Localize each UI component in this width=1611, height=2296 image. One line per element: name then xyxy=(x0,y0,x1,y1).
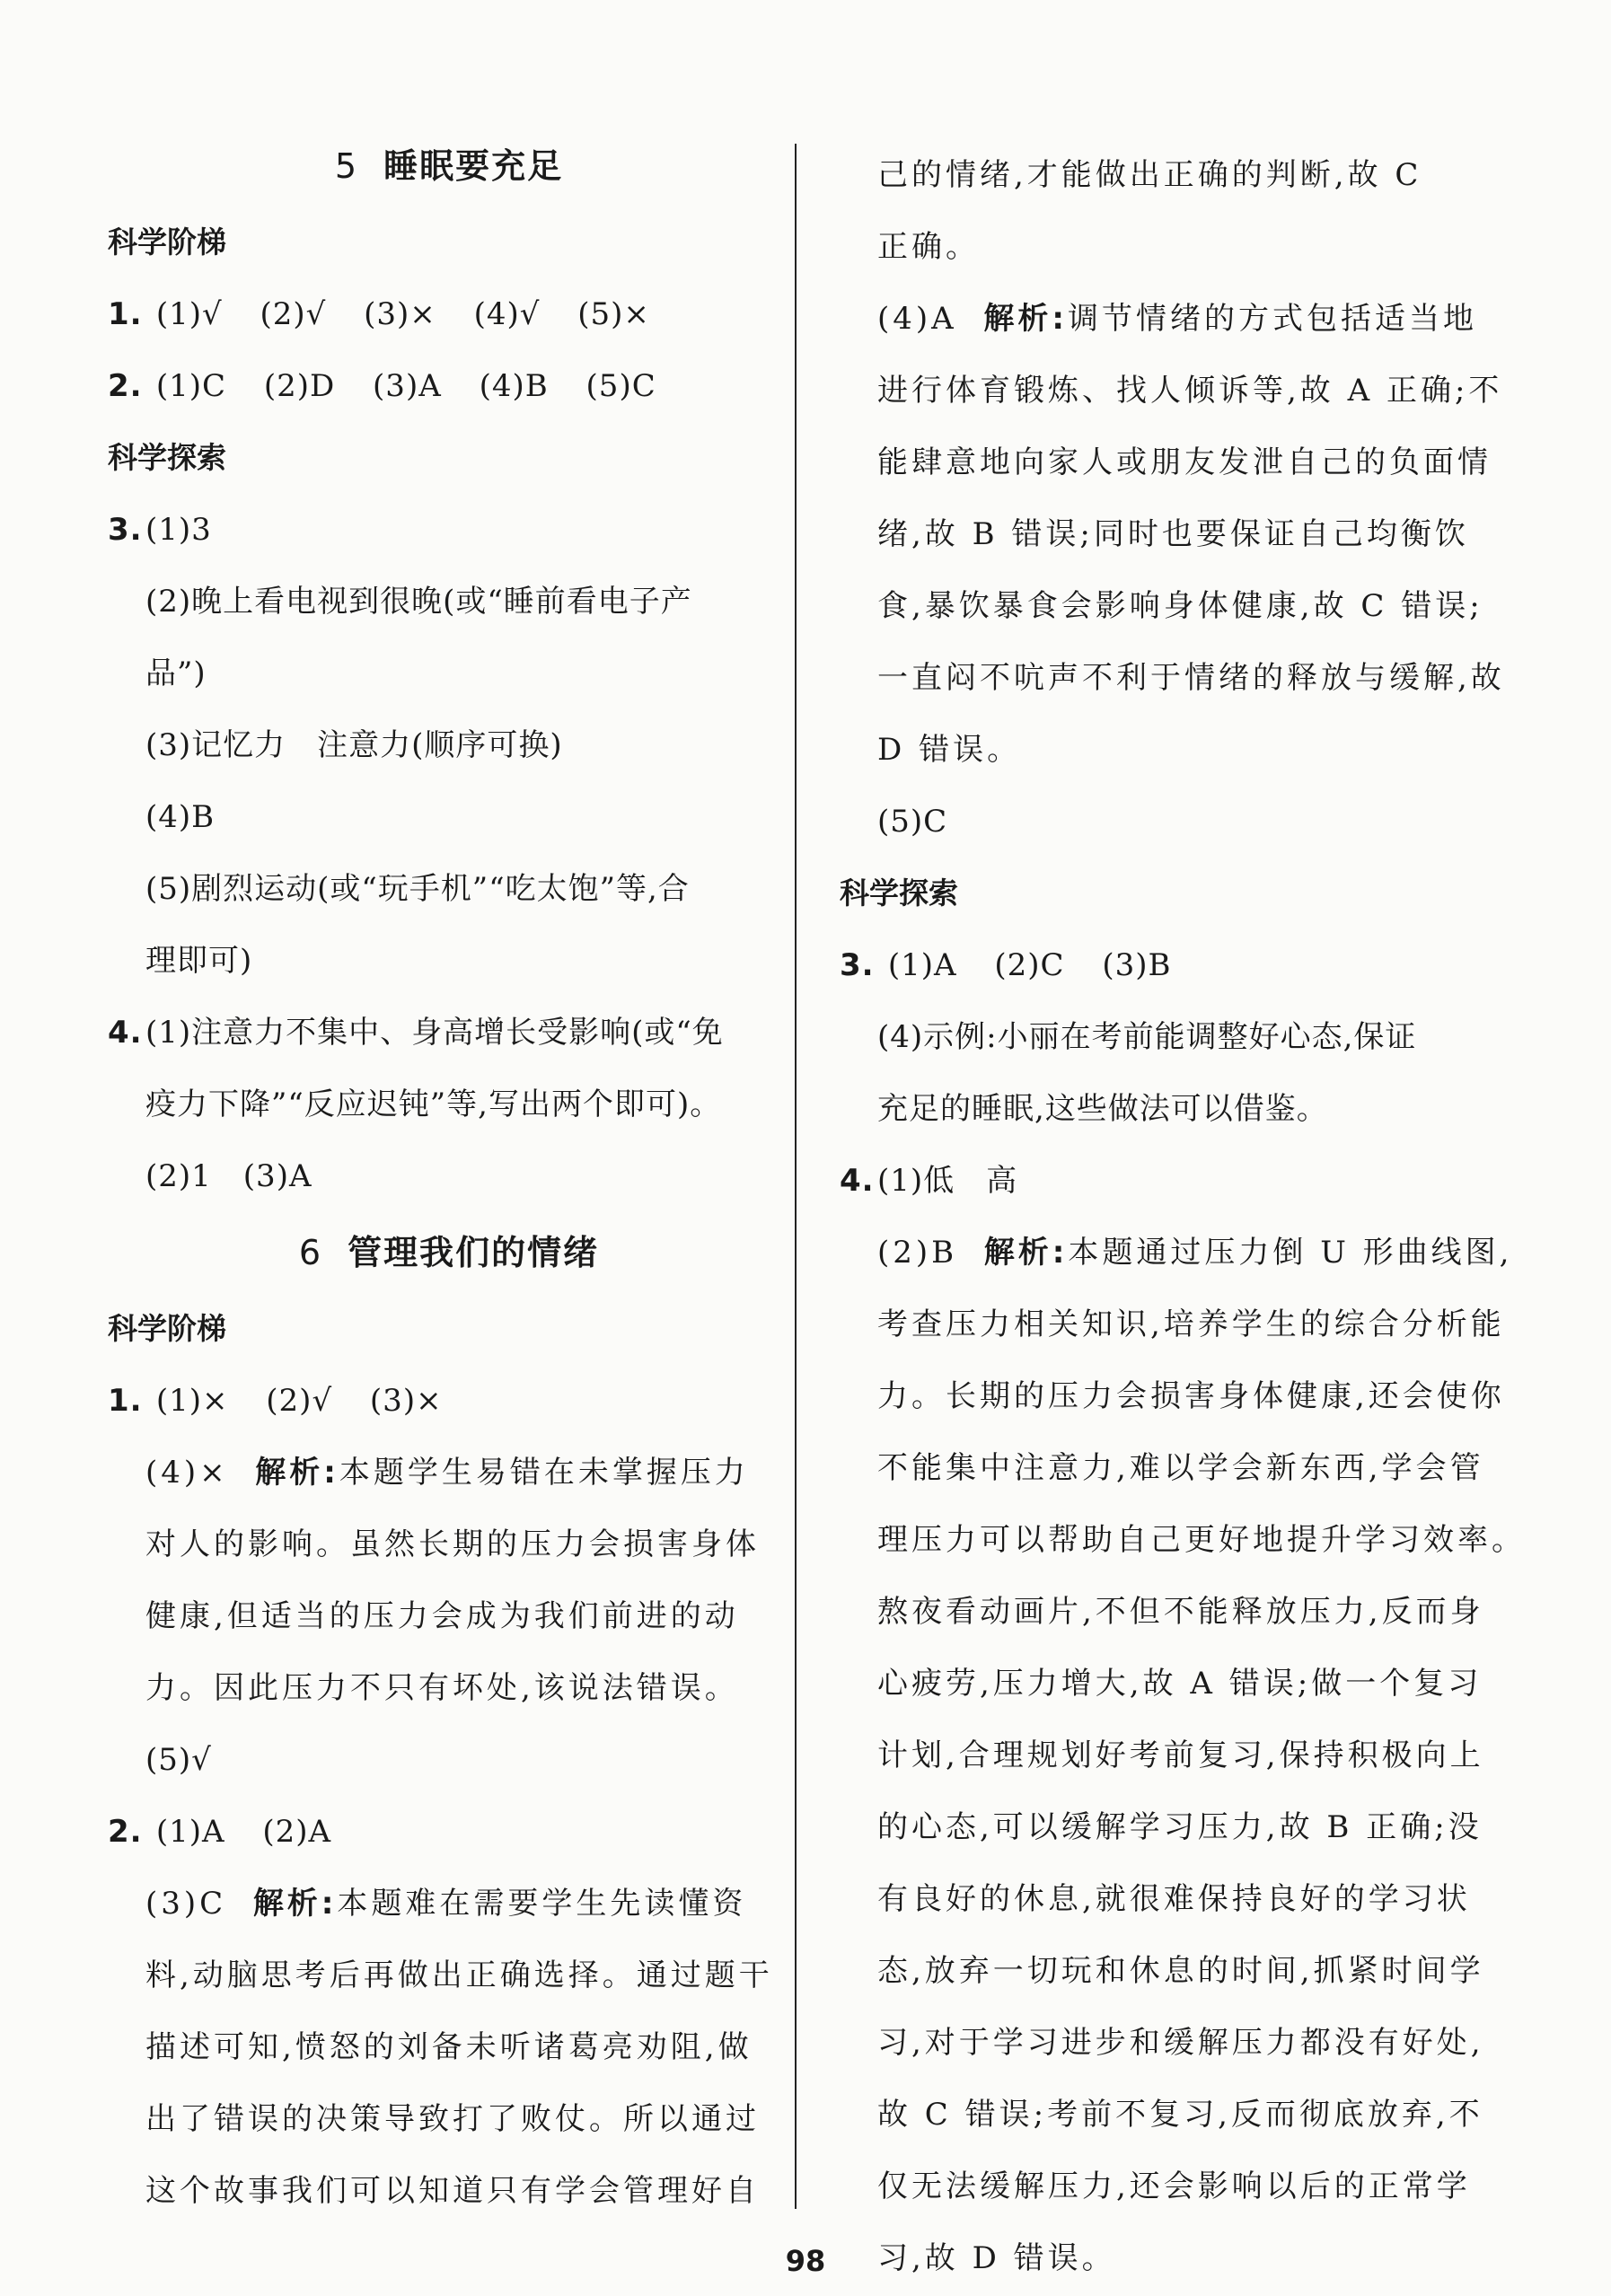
r-q4n-2d: 不能集中注意力,难以学会新东西,学会管 xyxy=(877,1450,1484,1486)
r-q3-4a: (4)示例:小丽在考前能调整好心态,保证 xyxy=(877,1019,1417,1055)
s5-q3-3: (3)记忆力 注意力(顺序可换) xyxy=(145,727,563,763)
r-q4n-2l: 习,对于学习进步和缓解压力都没有好处, xyxy=(877,2025,1484,2061)
s5-q4-2: (2)1 (3)A xyxy=(145,1158,313,1194)
s5-q3-2b: 品”) xyxy=(145,655,207,691)
r-q4-d: 绪,故 B 错误;同时也要保证自己均衡饮 xyxy=(877,516,1469,552)
s6-q1-4d: 力。因此压力不只有坏处,该说法错误。 xyxy=(145,1670,739,1706)
r-q4n-2e: 理压力可以帮助自己更好地提升学习效率。 xyxy=(877,1522,1526,1558)
r-q4n-2c: 力。长期的压力会损害身体健康,还会使你 xyxy=(877,1378,1505,1414)
s6-q2: 2. (1)A (2)A xyxy=(108,1814,332,1850)
section-6-heading-ladder: 科学阶梯 xyxy=(108,1311,226,1346)
r-q4-b: 进行体育锻炼、找人倾诉等,故 A 正确;不 xyxy=(877,373,1503,409)
s6-q2-3b: 料,动脑思考后再做出正确选择。通过题干 xyxy=(145,1957,773,1993)
r-q4n-2n: 仅无法缓解压力,还会影响以后的正常学 xyxy=(877,2168,1471,2204)
s5-q1: 1. (1)√ (2)√ (3)× (4)√ (5)× xyxy=(108,296,650,332)
r-cont-1: 己的情绪,才能做出正确的判断,故 C xyxy=(877,157,1422,193)
s6-q1-4a: (4)× 解析:本题学生易错在未掌握压力 xyxy=(145,1455,749,1491)
section-5-title: 5 睡眠要充足 xyxy=(334,146,564,186)
s6-q2-3d: 出了错误的决策导致打了败仗。所以通过 xyxy=(145,2101,760,2137)
s5-q3-2a: (2)晚上看电视到很晚(或“睡前看电子产 xyxy=(145,584,692,620)
r-q4n-2i: 的心态,可以缓解学习压力,故 B 正确;没 xyxy=(877,1809,1483,1845)
r-q4-g: D 错误。 xyxy=(877,732,1022,768)
s5-q3-1: 3. (1)3 xyxy=(108,512,212,548)
section-5-heading-ladder: 科学阶梯 xyxy=(108,224,226,260)
page-number: 98 xyxy=(785,2244,826,2278)
r-q3: 3. (1)A (2)C (3)B xyxy=(840,947,1172,983)
s5-q4-1a: 4. (1)注意力不集中、身高增长受影响(或“免 xyxy=(108,1015,724,1051)
s6-q1: 1. (1)× (2)√ (3)× xyxy=(108,1383,443,1419)
r-q4n-2m: 故 C 错误;考前不复习,反而彻底放弃,不 xyxy=(877,2097,1483,2133)
r-q5: (5)C xyxy=(877,804,948,840)
r-q4-e: 食,暴饮暴食会影响身体健康,故 C 错误; xyxy=(877,588,1483,624)
r-q4n-2o: 习,故 D 错误。 xyxy=(877,2240,1116,2276)
r-q4n-2h: 计划,合理规划好考前复习,保持积极向上 xyxy=(877,1737,1484,1773)
r-q4n-2j: 有良好的休息,就很难保持良好的学习状 xyxy=(877,1881,1471,1917)
right-heading-explore: 科学探索 xyxy=(840,875,958,910)
s5-q2: 2. (1)C (2)D (3)A (4)B (5)C xyxy=(108,368,656,404)
r-q4n-2k: 态,放弃一切玩和休息的时间,抓紧时间学 xyxy=(877,1953,1484,1989)
left-column xyxy=(108,126,790,2227)
s6-q2-3e: 这个故事我们可以知道只有学会管理好自 xyxy=(145,2173,760,2209)
r-q4n-2a: (2)B 解析:本题通过压力倒 U 形曲线图, xyxy=(877,1235,1513,1271)
section-5-heading-explore: 科学探索 xyxy=(108,440,226,475)
s5-q3-5b: 理即可) xyxy=(145,943,253,979)
r-q4-c: 能肆意地向家人或朋友发泄自己的负面情 xyxy=(877,444,1492,480)
s6-q1-4b: 对人的影响。虽然长期的压力会损害身体 xyxy=(145,1526,760,1562)
s5-q4-1b: 疫力下降”“反应迟钝”等,写出两个即可)。 xyxy=(145,1086,722,1122)
r-q4-f: 一直闷不吭声不利于情绪的释放与缓解,故 xyxy=(877,660,1505,696)
r-q4n-2f: 熬夜看动画片,不但不能释放压力,反而身 xyxy=(877,1594,1484,1630)
s6-q2-3c: 描述可知,愤怒的刘备未听诸葛亮劝阻,做 xyxy=(145,2029,753,2065)
r-q4n-2g: 心疲劳,压力增大,故 A 错误;做一个复习 xyxy=(877,1666,1483,1702)
s6-q1-5: (5)√ xyxy=(145,1742,212,1778)
r-q3-4b: 充足的睡眠,这些做法可以借鉴。 xyxy=(877,1091,1328,1127)
r-q4n-2b: 考查压力相关知识,培养学生的综合分析能 xyxy=(877,1306,1505,1342)
r-q4-a: (4)A 解析:调节情绪的方式包括适当地 xyxy=(877,301,1477,337)
r-cont-2: 正确。 xyxy=(877,229,980,265)
s6-q1-4c: 健康,但适当的压力会成为我们前进的动 xyxy=(145,1598,739,1634)
s5-q3-5a: (5)剧烈运动(或“玩手机”“吃太饱”等,合 xyxy=(145,871,690,907)
s6-q2-3a: (3)C 解析:本题难在需要学生先读懂资 xyxy=(145,1886,747,1922)
column-divider xyxy=(795,144,797,2209)
section-6-title: 6 管理我们的情绪 xyxy=(298,1233,600,1272)
s5-q3-4: (4)B xyxy=(145,799,216,835)
right-column xyxy=(840,139,1526,2294)
r-q4n-1: 4. (1)低 高 xyxy=(840,1163,1018,1199)
